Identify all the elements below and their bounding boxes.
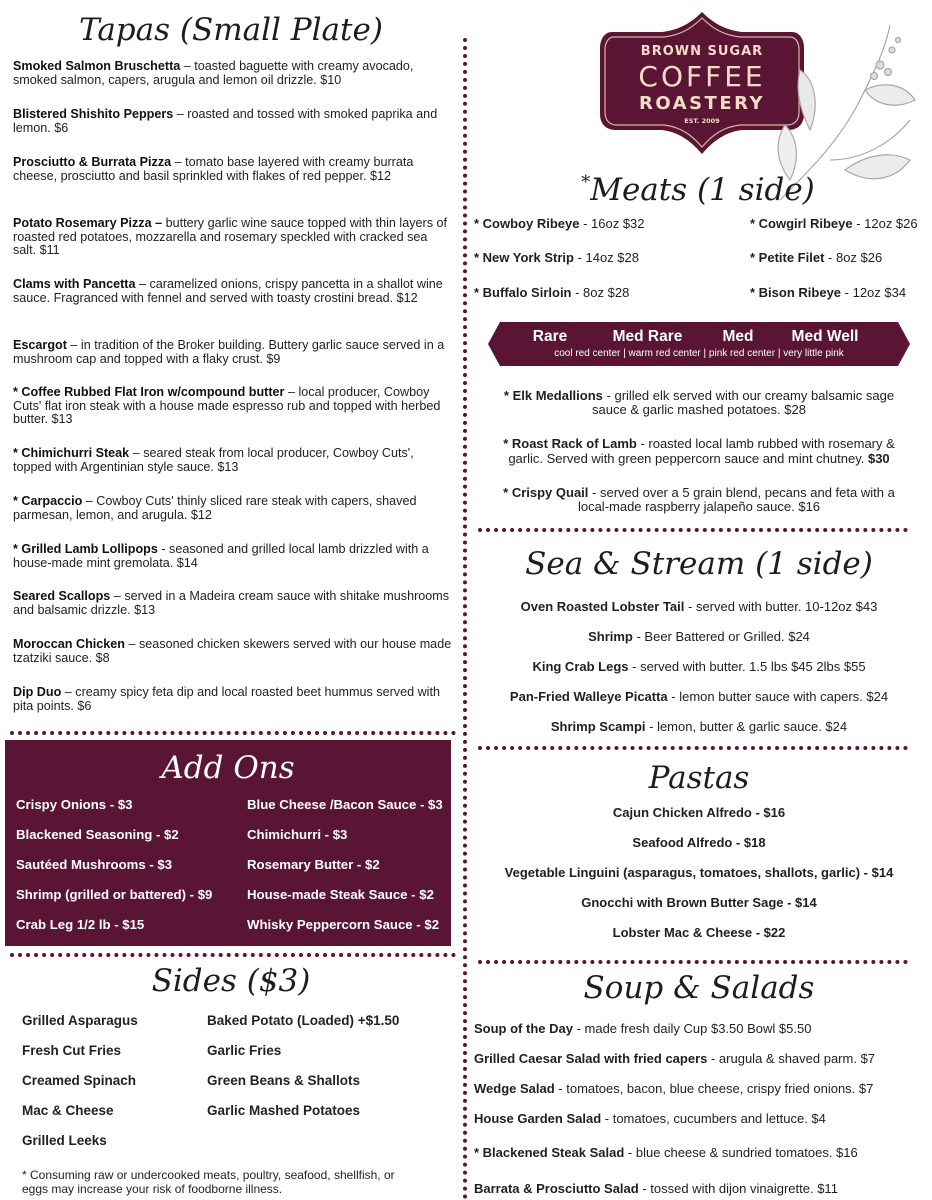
tapas-item: Prosciutto & Burrata Pizza – tomato base layered with creamy burrata cheese, prosciutto and basil sprinkled with flakes of red pepper. $12 bbox=[13, 155, 414, 183]
pasta-item: Lobster Mac & Cheese - $22 bbox=[612, 925, 786, 940]
addon-item: Whisky Peppercorn Sauce - $2 bbox=[247, 917, 440, 932]
addon-item: House-made Steak Sauce - $2 bbox=[247, 887, 434, 902]
divider-pastas bbox=[478, 960, 908, 964]
pasta-item: Gnocchi with Brown Butter Sage - $14 bbox=[581, 895, 817, 910]
doneness-rare: Rare bbox=[532, 328, 568, 345]
tapas-item: Escargot – in tradition of the Broker building. Buttery garlic sauce served in a mushroom cap and topped with a flaky crust. $9 bbox=[13, 338, 445, 366]
divider-tapas bbox=[10, 731, 456, 735]
tapas-item: Moroccan Chicken – seasoned chicken skewers served with our house made tzatziki sauce. $8 bbox=[13, 637, 452, 665]
side-item: Grilled Leeks bbox=[22, 1133, 107, 1148]
pasta-item: Seafood Alfredo - $18 bbox=[632, 835, 766, 850]
pastas-title: Pastas bbox=[648, 760, 750, 796]
side-item: Garlic Fries bbox=[207, 1043, 282, 1058]
soup-item: Soup of the Day - made fresh daily Cup $3.50 Bowl $5.50 bbox=[474, 1021, 812, 1036]
meat-item: * New York Strip - 14oz $28 bbox=[474, 250, 639, 265]
tapas-item: Potato Rosemary Pizza – buttery garlic wine sauce topped with thin layers of roasted red potatoes, mozzarella and rosemary speckled with cracked sea salt. $11 bbox=[13, 216, 447, 257]
meat-special-desc: local-made raspberry jalapeño sauce. $16 bbox=[577, 499, 821, 514]
side-item: Mac & Cheese bbox=[22, 1103, 114, 1118]
doneness-med-well: Med Well bbox=[791, 328, 859, 345]
logo-est: EST. 2009 bbox=[684, 117, 720, 125]
meat-item: * Bison Ribeye - 12oz $34 bbox=[750, 285, 907, 300]
salad-item: House Garden Salad - tomatoes, cucumbers and lettuce. $4 bbox=[474, 1111, 826, 1126]
addon-item: Crispy Onions - $3 bbox=[16, 797, 133, 812]
soups-title: Soup & Salads bbox=[583, 970, 815, 1006]
tapas-item: Smoked Salmon Bruschetta – toasted baguette with creamy avocado, smoked salmon, capers, arugula and lemon oil drizzle. $10 bbox=[13, 59, 414, 87]
logo-line-coffee: COFFEE bbox=[638, 60, 766, 93]
meats-title-text: Meats (1 side) bbox=[590, 172, 815, 208]
divider-sea bbox=[478, 746, 908, 750]
meats-title-star: * bbox=[581, 172, 591, 193]
meat-special-desc: garlic. Served with green peppercorn sauce and mint chutney. $30 bbox=[508, 451, 890, 466]
addons-panel bbox=[5, 740, 451, 946]
foodborne-disclaimer: * Consuming raw or undercooked meats, poultry, seafood, shellfish, or eggs may increase your risk of foodborne illness. bbox=[22, 1168, 395, 1196]
sea-title: Sea & Stream (1 side) bbox=[525, 546, 873, 582]
meats-title bbox=[478, 172, 918, 208]
side-item: Creamed Spinach bbox=[22, 1073, 137, 1088]
sea-item: King Crab Legs - served with butter. 1.5 lbs $45 2lbs $55 bbox=[532, 659, 866, 674]
doneness-med: Med bbox=[722, 328, 754, 345]
sea-item: Shrimp - Beer Battered or Grilled. $24 bbox=[588, 629, 810, 644]
addon-item: Crab Leg 1/2 lb - $15 bbox=[16, 917, 145, 932]
salad-item: Barrata & Prosciutto Salad - tossed with dijon vinaigrette. $11 bbox=[474, 1181, 838, 1196]
tapas-item: * Coffee Rubbed Flat Iron w/compound butter – local producer, Cowboy Cuts' flat iron steak with a house made espresso rub and topped with herbed butter. $13 bbox=[13, 385, 441, 426]
addon-item: Blue Cheese /Bacon Sauce - $3 bbox=[247, 797, 443, 812]
doneness-med-rare: Med Rare bbox=[612, 328, 683, 345]
sea-item: Pan-Fried Walleye Picatta - lemon butter sauce with capers. $24 bbox=[509, 689, 889, 704]
meat-item: * Cowboy Ribeye - 16oz $32 bbox=[474, 216, 645, 231]
tapas-title: Tapas (Small Plate) bbox=[79, 12, 383, 48]
meat-item: * Petite Filet - 8oz $26 bbox=[750, 250, 883, 265]
sea-item: Oven Roasted Lobster Tail - served with butter. 10-12oz $43 bbox=[520, 599, 878, 614]
pasta-item: Cajun Chicken Alfredo - $16 bbox=[612, 805, 786, 820]
meat-special: * Crispy Quail - served over a 5 grain blend, pecans and feta with a bbox=[503, 485, 895, 500]
salad-item: Wedge Salad - tomatoes, bacon, blue cheese, crispy fried onions. $7 bbox=[474, 1081, 874, 1096]
tapas-item: Dip Duo – creamy spicy feta dip and local roasted beet hummus served with pita points. $6 bbox=[13, 685, 440, 713]
tapas-item: Blistered Shishito Peppers – roasted and tossed with smoked paprika and lemon. $6 bbox=[13, 107, 438, 135]
side-item: Green Beans & Shallots bbox=[207, 1073, 361, 1088]
meat-special: * Elk Medallions - grilled elk served with our creamy balsamic sage bbox=[503, 388, 895, 403]
meat-item: * Buffalo Sirloin - 8oz $28 bbox=[474, 285, 630, 300]
addon-item: Sautéed Mushrooms - $3 bbox=[16, 857, 173, 872]
tapas-item: * Chimichurri Steak – seared steak from local producer, Cowboy Cuts', topped with Argentinian style sauce. $13 bbox=[13, 446, 414, 474]
salad-item: Grilled Caesar Salad with fried capers - arugula & shaved parm. $7 bbox=[474, 1051, 876, 1066]
side-item: Baked Potato (Loaded) +$1.50 bbox=[207, 1013, 400, 1028]
side-item: Garlic Mashed Potatoes bbox=[207, 1103, 361, 1118]
side-item: Grilled Asparagus bbox=[22, 1013, 138, 1028]
addon-item: Chimichurri - $3 bbox=[247, 827, 348, 842]
meat-special: * Roast Rack of Lamb - roasted local lamb rubbed with rosemary & bbox=[503, 436, 895, 451]
logo-line-roastery: ROASTERY bbox=[638, 93, 766, 114]
logo-line-brown-sugar: BROWN SUGAR bbox=[640, 44, 764, 59]
tapas-item: * Carpaccio – Cowboy Cuts' thinly sliced rare steak with capers, shaved parmesan, lemon, and arugula. $12 bbox=[13, 494, 417, 522]
tapas-item: Seared Scallops – served in a Madeira cream sauce with shitake mushrooms and balsamic drizzle. $13 bbox=[13, 589, 450, 617]
pasta-item: Vegetable Linguini (asparagus, tomatoes, shallots, garlic) - $14 bbox=[504, 865, 894, 880]
doneness-descriptions: cool red center | warm red center | pink red center | very little pink bbox=[554, 348, 844, 359]
salad-item: * Blackened Steak Salad - blue cheese & sundried tomatoes. $16 bbox=[474, 1145, 858, 1160]
side-item: Fresh Cut Fries bbox=[22, 1043, 122, 1058]
divider-meats bbox=[478, 528, 908, 532]
doneness-guide bbox=[488, 322, 910, 366]
meat-special-desc: sauce & garlic mashed potatoes. $28 bbox=[592, 402, 806, 417]
sea-item: Shrimp Scampi - lemon, butter & garlic sauce. $24 bbox=[550, 719, 848, 734]
divider-sides bbox=[10, 953, 456, 957]
addons-title: Add Ons bbox=[161, 750, 295, 786]
tapas-item: Clams with Pancetta – caramelized onions, crispy pancetta in a shallot wine sauce. Fragranced with fennel and served with toasty crostini bread. $12 bbox=[13, 277, 443, 305]
addon-item: Blackened Seasoning - $2 bbox=[16, 827, 179, 842]
vertical-divider bbox=[463, 38, 467, 1200]
sides-title: Sides ($3) bbox=[151, 963, 311, 999]
tapas-item: * Grilled Lamb Lollipops - seasoned and grilled local lamb drizzled with a house-made mint gremolata. $14 bbox=[13, 542, 429, 570]
addon-item: Shrimp (grilled or battered) - $9 bbox=[16, 887, 213, 902]
meat-item: * Cowgirl Ribeye - 12oz $26 bbox=[750, 216, 918, 231]
addon-item: Rosemary Butter - $2 bbox=[247, 857, 380, 872]
